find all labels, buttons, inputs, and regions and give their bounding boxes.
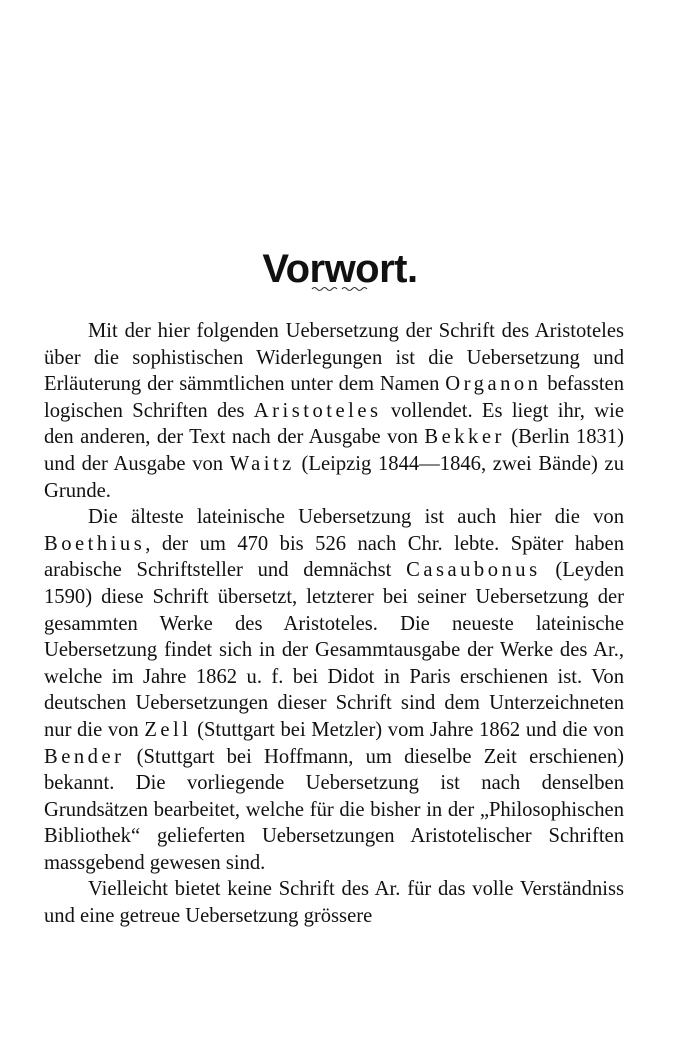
text-run: Die älteste lateinische Uebersetzung ist auch hier die von	[88, 506, 624, 529]
paragraph-3	[44, 876, 624, 929]
text-run: Vielleicht bietet keine Schrift des Ar. für das volle Verständniss und eine getreue Uebersetzung grössere	[44, 878, 624, 928]
text-run: (Stuttgart bei Metzler) vom Jahre 1862 und die von	[191, 718, 624, 741]
text-run: vollendet. Es liegt ihr, wie den anderen, der Text nach der Ausgabe von	[44, 399, 624, 449]
text-run: (Leyden 1590) diese Schrift übersetzt, letzterer bei seiner Uebersetzung der gesammten Werke des Aristoteles. Die neueste lateinische Uebersetzung findet sich in der Gesammtausgabe der Werke des Ar., welche im Jahre 1862 u. f. bei Didot in Paris erschienen ist. Von deutschen Uebersetzungen dieser Schrift sind dem Unterzeichneten nur die von	[44, 559, 624, 741]
page-title: Vorwort.	[262, 246, 418, 291]
paragraph-1	[44, 318, 624, 504]
spaced-term-organon: Organon	[445, 373, 542, 396]
text-run: (Stuttgart bei Hoffmann, um dieselbe Zeit erschienen) bekannt. Die vorliegende Uebersetzung ist nach denselben Grundsätzen bearbeitet, welche für die bisher in der „Philosophischen Bibliothek“ gelieferten Uebersetzungen Aristotelischer Schriften massgebend gewesen sind.	[44, 745, 624, 874]
spaced-term-casaubonus: Casaubonus	[406, 559, 541, 582]
spaced-term-aristoteles: Aristoteles	[253, 399, 382, 422]
spaced-term-bender: Bender	[44, 745, 125, 768]
body-text	[44, 318, 624, 930]
text-run: befassten logischen Schriften des	[44, 373, 624, 422]
text-run: Mit der hier folgenden Uebersetzung der Schrift des Aristoteles über die sophistischen Widerlegungen ist die Uebersetzung und Erläuterung der sämmtlichen unter dem Namen	[44, 320, 624, 396]
text-run: (Leipzig 1844—1846, zwei Bände) zu Grunde.	[44, 452, 624, 502]
text-run: , der um 470 bis 526 nach Chr. lebte. Später haben arabische Schriftsteller und demnächst	[44, 532, 624, 582]
spaced-term-bekker: Bekker	[424, 426, 505, 449]
spaced-term-boethius: Boethius	[44, 532, 146, 555]
wavy-line-ornament-icon	[300, 282, 380, 294]
text-run: (Berlin 1831) und der Ausgabe von	[44, 426, 624, 475]
paragraph-2	[44, 504, 624, 876]
spaced-term-zell: Zell	[144, 718, 192, 741]
spaced-term-waitz: Waitz	[229, 452, 295, 475]
